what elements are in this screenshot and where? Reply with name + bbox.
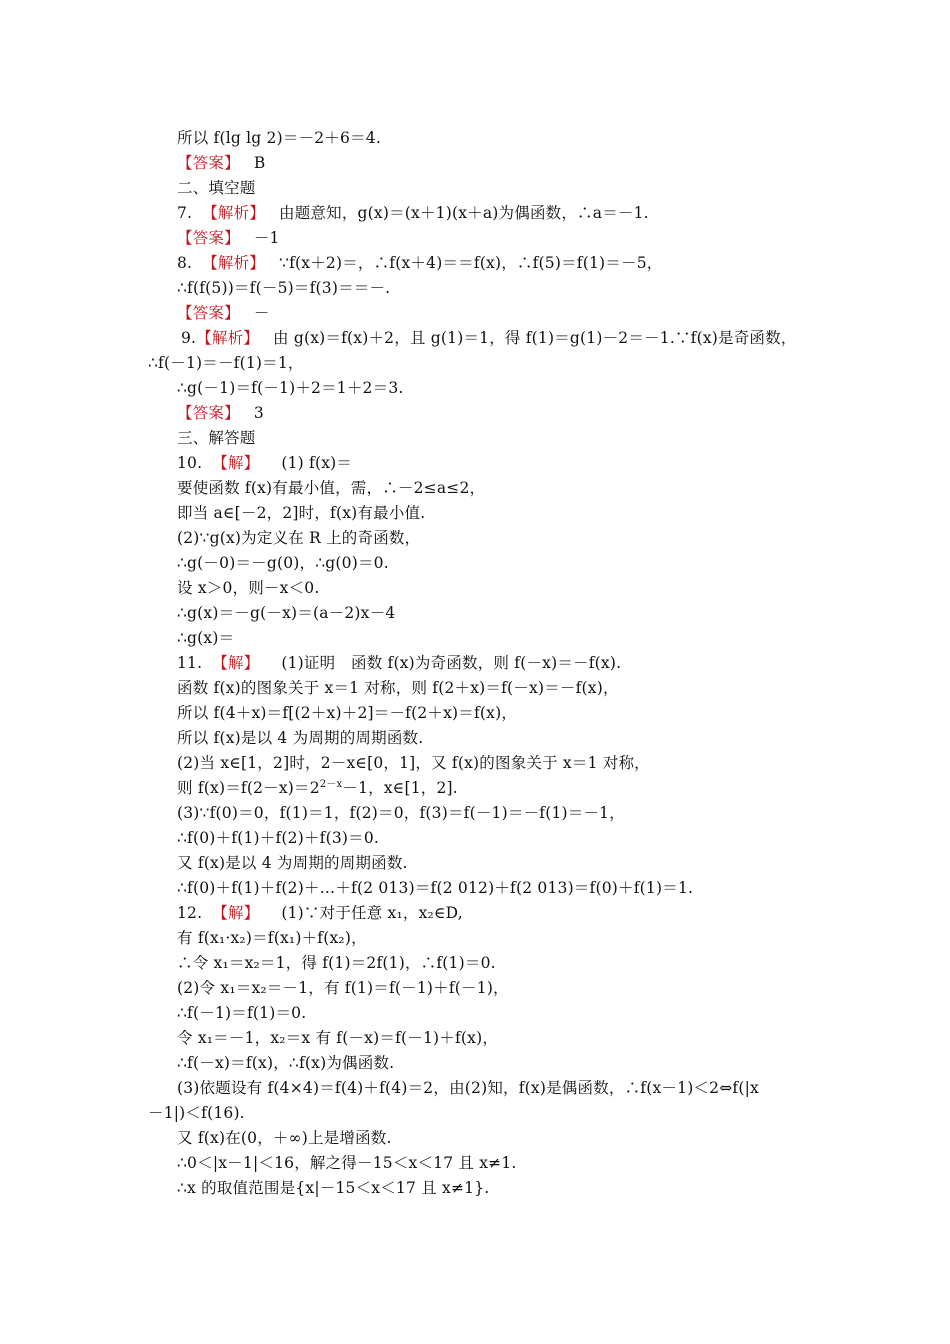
text-span: 函数 f(x)的图象关于 x＝1 对称，则 f(2＋x)＝f(－x)＝－f(x)， (177, 679, 619, 697)
analysis-label: 【解析】 (196, 329, 260, 347)
text-line (177, 928, 367, 948)
text-line (177, 128, 381, 148)
solution-text: (1) f(x)＝ (281, 454, 353, 472)
text-span: 则 f(x)＝f(2－x)＝2 (177, 779, 320, 797)
text-span: ∴g(x)＝ (177, 629, 235, 647)
text-span: ∴f(－1)＝－f(1)＝1， (148, 354, 304, 372)
question-number: 11. (177, 654, 203, 672)
answer-line (177, 403, 264, 423)
answer-text: 3 (253, 404, 264, 422)
text-span: ∴g(x)＝－g(－x)＝(a－2)x－4 (177, 604, 396, 622)
answer-text: －1 (253, 229, 280, 247)
solution-label: 【解】 (212, 454, 260, 472)
question-number: 10. (177, 454, 203, 472)
answer-text: － (253, 304, 270, 322)
answer-label: 【答案】 (177, 304, 240, 322)
text-span: ∴f(－x)＝f(x)，∴f(x)为偶函数. (177, 1054, 395, 1072)
text-line (177, 803, 625, 823)
text-line (177, 753, 650, 773)
question-line (177, 253, 662, 273)
text-line (177, 1178, 489, 1198)
text-line (177, 878, 693, 898)
text-line (177, 278, 390, 298)
question-number: 12. (177, 904, 203, 922)
section-heading (177, 178, 256, 198)
text-span: ∴f(－1)＝f(1)＝0. (177, 1004, 307, 1022)
answer-label: 【答案】 (177, 404, 240, 422)
answer-line (177, 153, 265, 173)
text-line (177, 1078, 759, 1098)
text-span: 设 x＞0，则－x＜0. (177, 579, 320, 597)
text-span: ∴g(－1)＝f(－1)＋2＝1＋2＝3. (177, 379, 404, 397)
analysis-text: 由 g(x)＝f(x)＋2，且 g(1)＝1，得 f(1)＝g(1)－2＝－1.∵f(x)是奇函数， (273, 329, 797, 347)
text-span: 又 f(x)在(0，＋∞)上是增函数. (177, 1129, 392, 1147)
text-line (177, 578, 319, 598)
text-line (177, 628, 234, 648)
text-line (177, 978, 509, 998)
text-span: (2)当 x∈[1，2]时，2－x∈[0，1]，又 f(x)的图象关于 x＝1 对称， (177, 754, 650, 772)
text-line (177, 953, 496, 973)
answer-label: 【答案】 (177, 154, 240, 172)
text-span: ∴x 的取值范围是{x|－15＜x＜17 且 x≠1}. (177, 1179, 490, 1197)
text-span: (3)依题设有 f(4×4)＝f(4)＋f(4)＝2，由(2)知，f(x)是偶函数，∴f(x－1)＜2⇔f(|x (177, 1079, 759, 1097)
analysis-text: 由题意知，g(x)＝(x＋1)(x＋a)为偶函数，∴a＝－1. (279, 204, 649, 222)
text-span: (3)∵f(0)＝0，f(1)＝1，f(2)＝0，f(3)＝f(－1)＝－f(1)＝－1， (177, 804, 625, 822)
text-line (177, 678, 619, 698)
answer-line (177, 303, 270, 323)
question-number: 9. (181, 329, 197, 347)
solution-text: (1)证明 函数 f(x)为奇函数，则 f(－x)＝－f(x). (281, 654, 622, 672)
text-line (177, 378, 404, 398)
analysis-label: 【解析】 (202, 254, 266, 272)
solution-label: 【解】 (212, 904, 260, 922)
text-span: －1|)＜f(16). (148, 1104, 245, 1122)
question-line (177, 203, 649, 223)
text-line (177, 728, 423, 748)
section-heading-text: 二、填空题 (177, 179, 256, 197)
text-span: 所以 f(4＋x)＝f[(2＋x)＋2]＝－f(2＋x)＝f(x)， (177, 704, 518, 722)
section-heading-text: 三、解答题 (177, 429, 256, 447)
text-line (177, 1003, 306, 1023)
text-span: 要使函数 f(x)有最小值，需，∴－2≤a≤2， (177, 479, 486, 497)
text-line (177, 778, 458, 798)
answer-line (177, 228, 280, 248)
text-span: ∴f(0)＋f(1)＋f(2)＋…＋f(2 013)＝f(2 012)＋f(2 013)＝f(0)＋f(1)＝1. (177, 879, 694, 897)
text-span: ∴f(0)＋f(1)＋f(2)＋f(3)＝0. (177, 829, 380, 847)
question-number: 7. (177, 204, 193, 222)
text-span: 有 f(x₁·x₂)＝f(x₁)＋f(x₂)， (177, 929, 367, 947)
question-line (177, 903, 463, 923)
text-line (148, 1103, 245, 1123)
question-line (177, 453, 352, 473)
text-line (177, 503, 425, 523)
text-span: ∴g(－0)＝－g(0)，∴g(0)＝0. (177, 554, 389, 572)
text-line (177, 1053, 394, 1073)
text-span: 又 f(x)是以 4 为周期的周期函数. (177, 854, 408, 872)
text-line (177, 1028, 498, 1048)
text-span: ∴令 x₁＝x₂＝1，得 f(1)＝2f(1)，∴f(1)＝0. (177, 954, 496, 972)
exponent: 2－x (319, 779, 343, 790)
text-line (148, 353, 304, 373)
text-span: 令 x₁＝－1，x₂＝x 有 f(－x)＝f(－1)＋f(x)， (177, 1029, 499, 1047)
text-line (177, 528, 420, 548)
question-number: 8. (177, 254, 193, 272)
text-line (177, 703, 517, 723)
solution-label: 【解】 (212, 654, 260, 672)
text-line (177, 603, 395, 623)
solution-text: (1)∵对于任意 x₁，x₂∈D, (281, 904, 463, 922)
analysis-text: ∵f(x＋2)＝，∴f(x＋4)＝＝f(x)，∴f(5)＝f(1)＝－5， (279, 254, 663, 272)
text-span: 即当 a∈[－2，2]时，f(x)有最小值. (177, 504, 426, 522)
answer-label: 【答案】 (177, 229, 240, 247)
text-span: ∴0＜|x－1|＜16，解之得－15＜x＜17 且 x≠1. (177, 1154, 517, 1172)
text-line (177, 828, 379, 848)
text-line (177, 853, 408, 873)
answer-text: B (253, 154, 266, 172)
analysis-label: 【解析】 (202, 204, 266, 222)
text-span: 所以 f(lg lg 2)＝－2＋6＝4. (177, 129, 381, 147)
text-span: 所以 f(x)是以 4 为周期的周期函数. (177, 729, 424, 747)
text-span: (2)令 x₁＝x₂＝－1，有 f(1)＝f(－1)＋f(－1)， (177, 979, 509, 997)
section-heading (177, 428, 256, 448)
text-span: ∴f(f(5))＝f(－5)＝f(3)＝＝－. (177, 279, 391, 297)
text-line (177, 1153, 517, 1173)
question-line (181, 328, 797, 348)
text-span: －1，x∈[1，2]. (342, 779, 458, 797)
text-span: (2)∵g(x)为定义在 R 上的奇函数， (177, 529, 421, 547)
text-line (177, 553, 389, 573)
text-line (177, 478, 485, 498)
text-line (177, 1128, 392, 1148)
question-line (177, 653, 621, 673)
